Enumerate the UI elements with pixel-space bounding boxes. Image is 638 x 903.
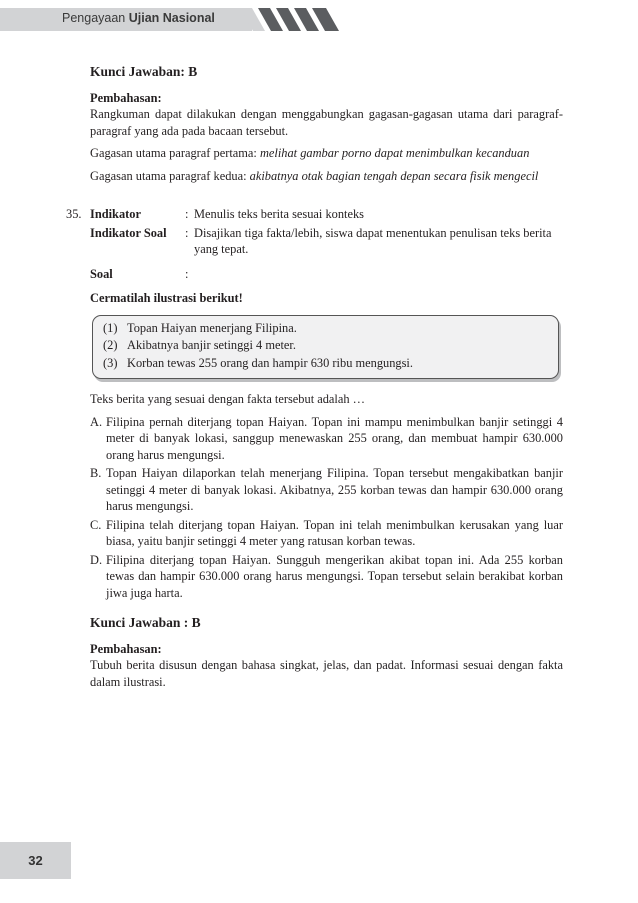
header-title-prefix: Pengayaan bbox=[62, 11, 126, 25]
option-text: Topan Haiyan dilaporkan telah menerjang Filipina. Topan tersebut mengakibatkan banjir setinggi 4 meter di banyak lokasi. Akibatnya, 255 korban tewas dan hampir 630.000 orang harus mengungsi. bbox=[106, 466, 563, 513]
fact-text: Korban tewas 255 orang dan hampir 630 ribu mengungsi. bbox=[127, 355, 413, 370]
option-letter: D. bbox=[90, 552, 103, 567]
option-text: Filipina diterjang topan Haiyan. Sungguh mengerikan akibat topan ini. Ada 255 korban tewas dan hampir 630.000 orang harus mengungsi. Topan tersebut selain berakibat korban jiwa juga harta. bbox=[106, 552, 563, 600]
option-a bbox=[90, 414, 563, 464]
page-header bbox=[0, 0, 638, 36]
option-text: Filipina pernah diterjang topan Haiyan. Topan ini mampu menimbulkan banjir setinggi 4 meter di banyak lokasi, sanggup menewaskan 255 orang, dan membuat hampir 630.000 orang harus mengungsi. bbox=[106, 414, 563, 462]
soal-row bbox=[90, 266, 563, 283]
indikator-value: Menulis teks berita sesuai konteks bbox=[194, 207, 364, 221]
indikator-row bbox=[90, 206, 563, 223]
discussion-text: Tubuh berita disusun dengan bahasa singkat, jelas, dan padat. Informasi sesuai dengan fakta dalam ilustrasi. bbox=[90, 658, 563, 689]
fact-item bbox=[103, 337, 558, 355]
colon: : bbox=[185, 207, 189, 221]
colon: : bbox=[185, 266, 189, 281]
option-b bbox=[90, 465, 563, 515]
fact-item bbox=[103, 320, 558, 338]
question-text: Teks berita yang sesuai dengan fakta tersebut adalah … bbox=[90, 392, 366, 406]
fact-text: Topan Haiyan menerjang Filipina. bbox=[127, 320, 297, 335]
option-d bbox=[90, 552, 563, 602]
indikator-soal-row bbox=[90, 225, 563, 258]
fact-item bbox=[103, 355, 558, 373]
fact-number: (1) bbox=[103, 320, 118, 335]
question-number: 35. bbox=[66, 207, 82, 221]
page-content bbox=[66, 64, 563, 690]
instruction: Cermatilah ilustrasi berikut! bbox=[90, 291, 243, 305]
prev-discussion-text: Rangkuman dapat dilakukan dengan menggabungkan gagasan-gagasan utama dari paragraf-paragraf yang ada pada bacaan tersebut. bbox=[90, 107, 563, 138]
question-35 bbox=[66, 206, 563, 690]
colon: : bbox=[185, 225, 189, 240]
fact-text: Akibatnya banjir setinggi 4 meter. bbox=[127, 338, 296, 352]
header-title bbox=[62, 11, 215, 25]
discussion-label: Pembahasan: bbox=[90, 641, 162, 656]
header-stripes-decoration bbox=[240, 8, 340, 31]
option-letter: A. bbox=[90, 414, 103, 429]
option-text: Filipina telah diterjang topan Haiyan. Topan ini telah menimbulkan kerusakan yang luar biasa, yaitu banjir setinggi 4 meter yang ratusan korban tewas. bbox=[106, 517, 563, 548]
soal-label: Soal bbox=[90, 266, 113, 281]
option-letter: B. bbox=[90, 466, 102, 480]
fact-number: (3) bbox=[103, 355, 118, 370]
main-idea-1-label: Gagasan utama paragraf pertama: bbox=[90, 146, 260, 160]
indikator-label: Indikator bbox=[90, 207, 141, 221]
main-idea-1-value: melihat gambar porno dapat menimbulkan kecanduan bbox=[259, 146, 530, 160]
prev-answer-key: Kunci Jawaban: B bbox=[90, 64, 198, 79]
prev-main-idea-2 bbox=[90, 168, 563, 185]
answer-key: Kunci Jawaban : B bbox=[90, 615, 201, 630]
fact-number: (2) bbox=[103, 338, 118, 352]
main-idea-2-label: Gagasan utama paragraf kedua: bbox=[90, 168, 250, 183]
prev-discussion-label: Pembahasan: bbox=[90, 90, 162, 105]
illustration-box bbox=[92, 315, 559, 380]
option-c bbox=[90, 517, 563, 550]
main-idea-2-value: akibatnya otak bagian tengah depan secara fisik mengecil bbox=[249, 168, 539, 183]
prev-main-idea-1 bbox=[90, 145, 563, 162]
header-title-bold: Ujian Nasional bbox=[128, 11, 215, 25]
indikator-soal-value: Disajikan tiga fakta/lebih, siswa dapat menentukan penulisan teks berita yang tepat. bbox=[194, 225, 552, 256]
indikator-soal-label: Indikator Soal bbox=[90, 225, 167, 240]
page-number: 32 bbox=[28, 853, 43, 868]
option-letter: C. bbox=[90, 517, 102, 532]
